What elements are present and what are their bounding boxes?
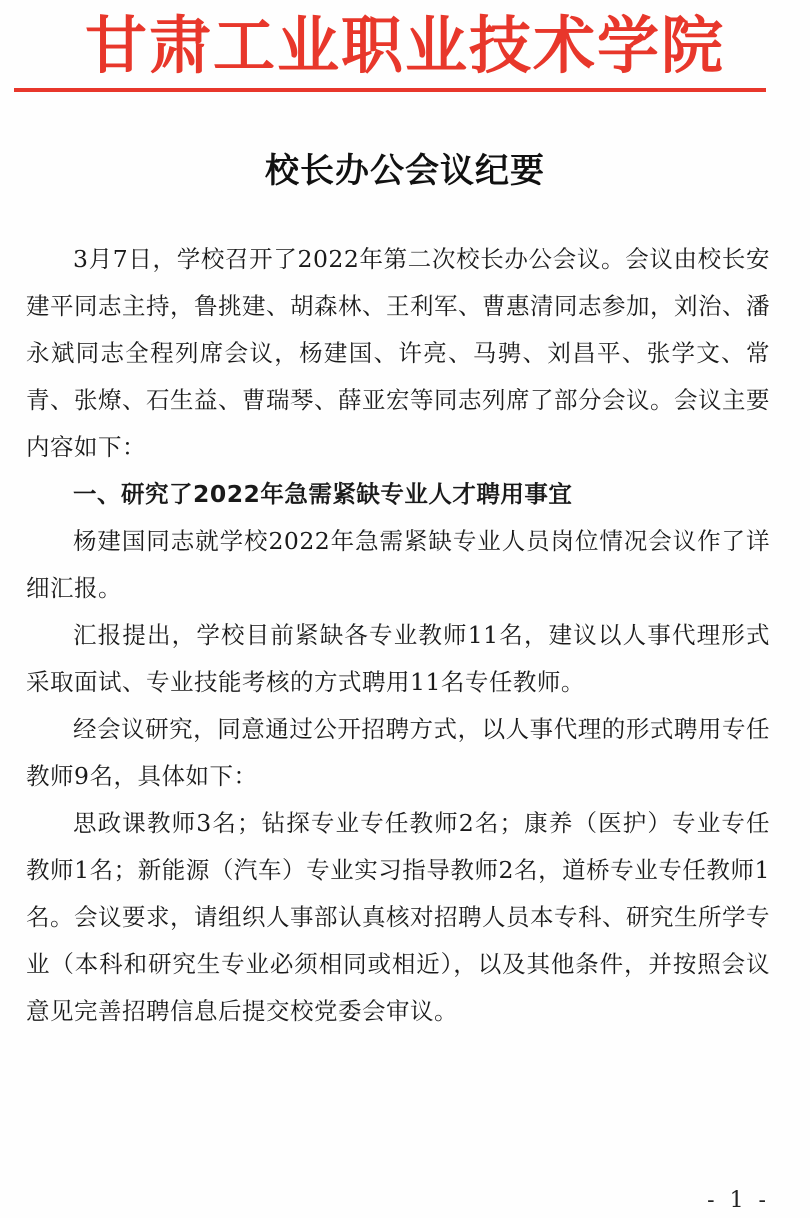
body-paragraph: 经会议研究，同意通过公开招聘方式，以人事代理的形式聘用专任教师9名，具体如下： [26,715,770,790]
institution-letterhead: 甘肃工业职业技术学院 [84,9,725,82]
intro-paragraph: 3月7日，学校召开了2022年第二次校长办公会议。会议由校长安建平同志主持，鲁挑建、胡森林、王利军、曹惠清同志参加，刘治、潘永斌同志全程列席会议，杨建国、许亮、马骋、刘昌平、张学文、常青、张燎、石生益、曹瑞琴、薛亚宏等同志列席了部分会议。会议主要内容如下： [26,245,770,461]
body-paragraph: 思政课教师3名；钻探专业专任教师2名；康养（医护）专业专任教师1名；新能源（汽车）专业实习指导教师2名，道桥专业专任教师1名。会议要求，请组织人事部认真核对招聘人员本专科、研究生所学专业（本科和研究生专业必须相同或相近），以及其他条件，并按照会议意见完善招聘信息后提交校党委会审议。 [26,809,770,1025]
section-heading-1: 一、研究了2022年急需紧缺专业人才聘用事宜 [73,480,573,508]
letterhead-divider [14,88,766,92]
document-body [26,236,770,1035]
page-number: - 1 - [707,1188,770,1213]
body-paragraph: 汇报提出，学校目前紧缺各专业教师11名，建议以人事代理形式采取面试、专业技能考核的方式聘用11名专任教师。 [26,621,770,696]
document-title: 校长办公会议纪要 [265,151,545,191]
body-paragraph: 杨建国同志就学校2022年急需紧缺专业人员岗位情况会议作了详细汇报。 [26,527,770,602]
